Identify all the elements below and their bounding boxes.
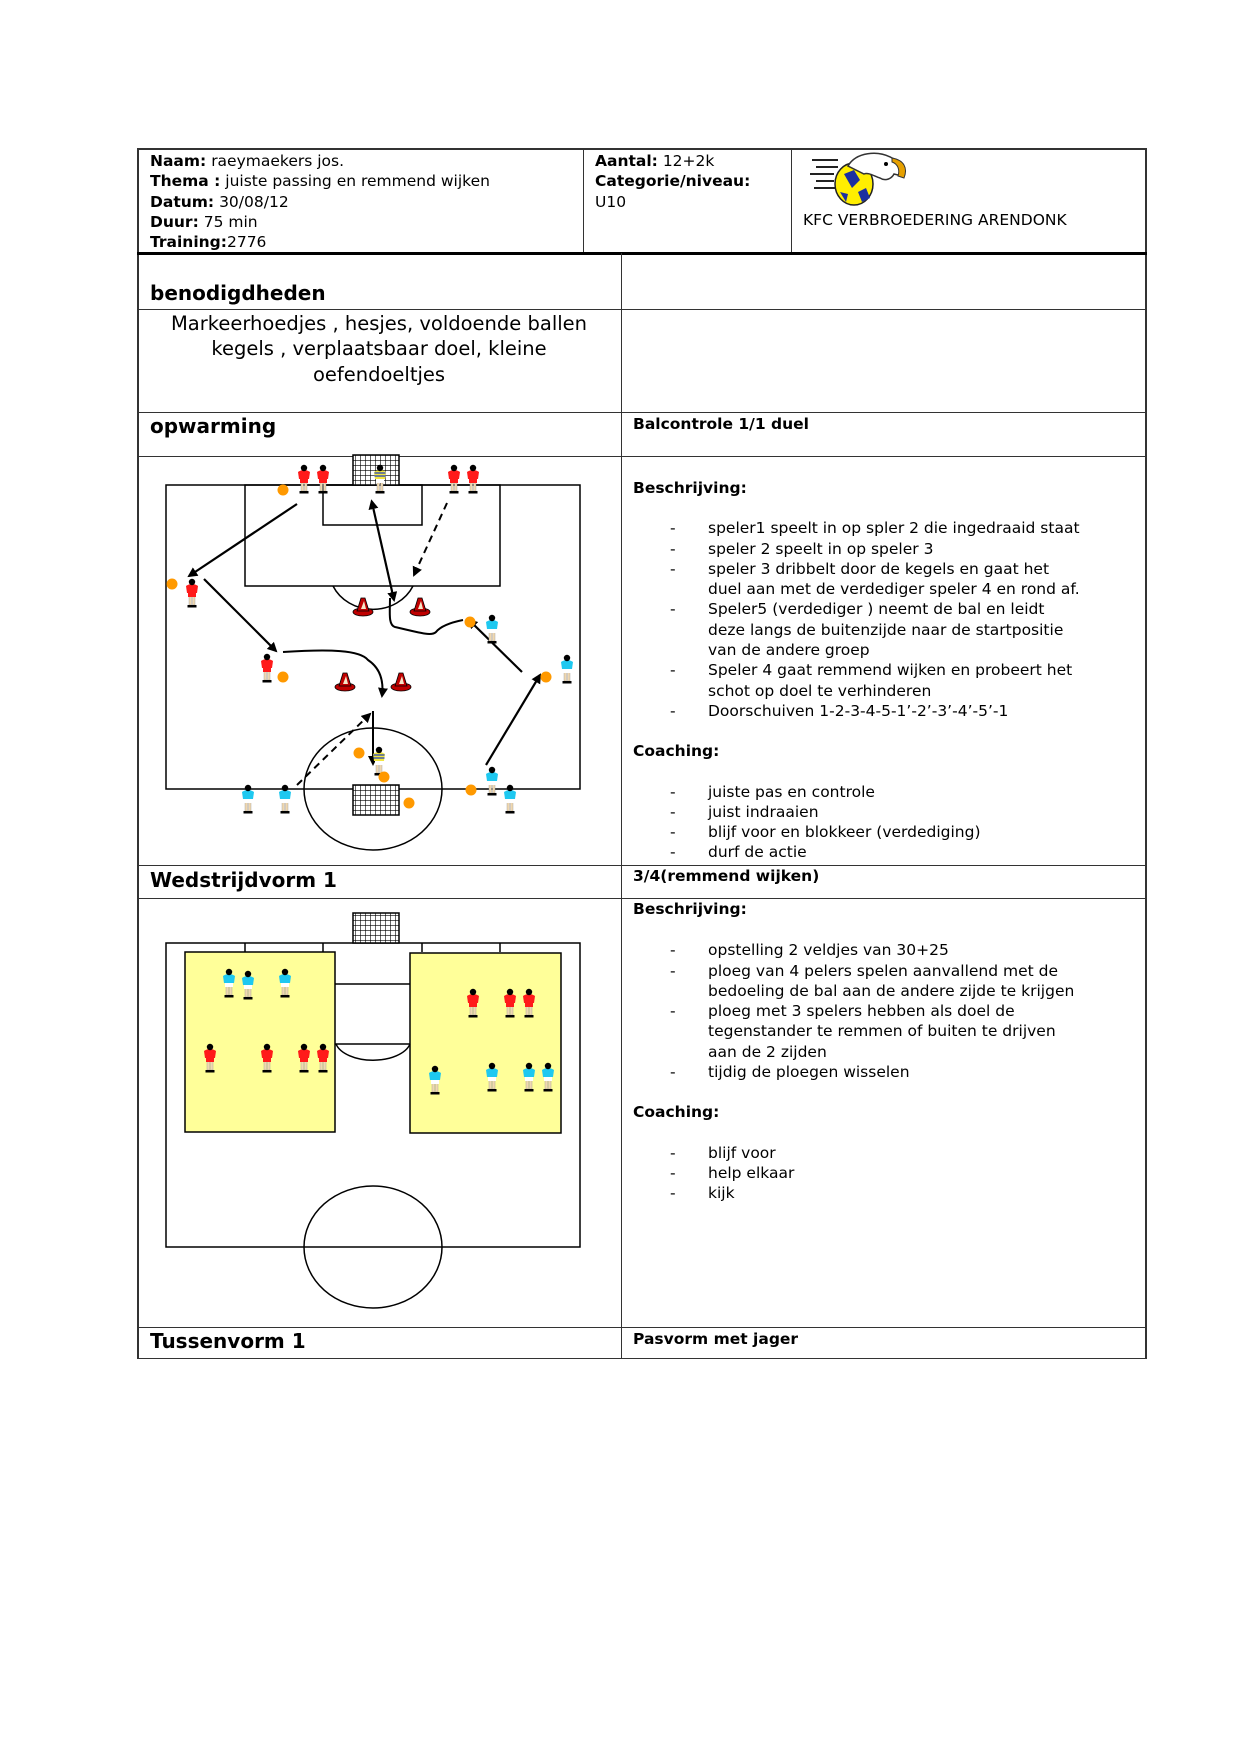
ball-icon xyxy=(404,798,415,809)
coaching-label: Coaching: xyxy=(633,1103,720,1122)
ball-icon xyxy=(379,772,390,783)
list-item: - opstelling 2 veldjes van 30+25 xyxy=(633,940,1083,960)
ball-icon xyxy=(466,785,477,796)
run-arrow-dashed xyxy=(414,503,447,575)
list-item: - blijf voor en blokkeer (verdediging) xyxy=(633,822,1083,842)
pass-arrow xyxy=(204,579,276,651)
blue-player-icon xyxy=(486,767,498,796)
blue-player-icon xyxy=(561,655,573,684)
red-player-icon xyxy=(261,654,273,683)
beschrijving-label: Beschrijving: xyxy=(633,479,747,497)
penalty-box xyxy=(245,485,500,586)
list-item: - ploeg met 3 spelers hebben als doel de tegenstander te remmen of buiten te drijven aan de 2 zijden xyxy=(633,1001,1083,1062)
dribble-path xyxy=(390,598,463,634)
list-item: - ploeg van 4 pelers spelen aanvallend met de bedoeling de bal aan de andere zijde te krijgen xyxy=(633,961,1083,1002)
list-item: - Doorschuiven 1-2-3-4-5-1’-2’-3’-4’-5’-1 xyxy=(633,701,1083,721)
zone-right xyxy=(410,953,561,1133)
dribble-arrow xyxy=(283,651,382,696)
section-title-opwarming: opwarming xyxy=(150,414,277,438)
list-item: - speler 2 speelt in op speler 3 xyxy=(633,539,1083,559)
naam-line: Naam: raeymaekers jos. xyxy=(150,152,345,170)
red-player-icon xyxy=(298,465,310,494)
ball-icon xyxy=(167,579,178,590)
exercise-title-opwarming: Balcontrole 1/1 duel xyxy=(633,415,809,433)
center-arc xyxy=(336,1044,410,1060)
list-item: - speler 3 dribbelt door de kegels en gaat het duel aan met de verdediger speler 4 en rond af. xyxy=(633,559,1083,600)
materials-line: Markeerhoedjes , hesjes, voldoende ballen xyxy=(170,312,588,335)
red-player-icon xyxy=(448,465,460,494)
list-item: - tijdig de ploegen wisselen xyxy=(633,1062,1083,1082)
ball-icon xyxy=(465,617,476,628)
cone-icon xyxy=(410,598,430,616)
list-item: - kijk xyxy=(633,1183,1083,1203)
pass-arrow xyxy=(189,504,297,576)
list-item: - speler1 speelt in op spler 2 die ingedraaid staat xyxy=(633,518,1083,538)
exercise-title-tussenvorm: Pasvorm met jager xyxy=(633,1330,799,1348)
red-player-icon xyxy=(467,465,479,494)
red-player-icon xyxy=(186,579,198,608)
club-name: KFC VERBROEDERING ARENDONK xyxy=(803,211,1067,229)
list-item: - Speler 4 gaat remmend wijken en probeert het schot op doel te verhinderen xyxy=(633,660,1083,701)
categorie-label: Categorie/niveau: xyxy=(595,172,751,191)
categorie-value: U10 xyxy=(595,192,627,211)
section-title-benodigdheden: benodigdheden xyxy=(150,281,326,305)
coaching-label: Coaching: xyxy=(633,742,720,761)
list-item: - durf de actie xyxy=(633,842,1083,862)
ball-icon xyxy=(354,748,365,759)
aantal-line: Aantal: 12+2k xyxy=(595,152,715,170)
pass-arrow xyxy=(486,675,540,765)
penalty-arc xyxy=(333,586,413,609)
zone-left xyxy=(185,952,335,1132)
cone-icon xyxy=(391,673,411,691)
list-item: - Speler5 (verdediger ) neemt de bal en leidt deze langs de buitenzijde naar de startpositie van de andere groep xyxy=(633,599,1083,660)
materials-line: oefendoeltjes xyxy=(312,362,446,386)
datum-line: Datum: 30/08/12 xyxy=(150,192,289,211)
goal-icon xyxy=(353,913,399,943)
duur-line: Duur: 75 min xyxy=(150,212,258,231)
list-item: - help elkaar xyxy=(633,1163,1083,1183)
section-title-tussenvorm: Tussenvorm 1 xyxy=(150,1329,306,1353)
exercise-title-wedstrijdvorm: 3/4(remmend wijken) xyxy=(633,867,820,885)
ball-icon xyxy=(541,672,552,683)
list-item: - juiste pas en controle xyxy=(633,782,1083,802)
beschrijving-label: Beschrijving: xyxy=(633,900,747,918)
section-title-wedstrijdvorm: Wedstrijdvorm 1 xyxy=(150,868,337,892)
goal-icon xyxy=(353,785,399,815)
goal-area xyxy=(323,485,422,525)
cone-icon xyxy=(335,673,355,691)
keeper-player-icon xyxy=(373,747,385,776)
ball-icon xyxy=(278,672,289,683)
list-item: - blijf voor xyxy=(633,1143,1083,1163)
materials-line: kegels , verplaatsbaar doel, kleine xyxy=(211,337,547,361)
training-line: Training:2776 xyxy=(150,233,267,252)
thema-line: Thema : juiste passing en remmend wijken xyxy=(150,172,490,191)
list-item: - juist indraaien xyxy=(633,802,1083,822)
ball-icon xyxy=(278,485,289,496)
warmup-field-diagram xyxy=(166,455,580,850)
